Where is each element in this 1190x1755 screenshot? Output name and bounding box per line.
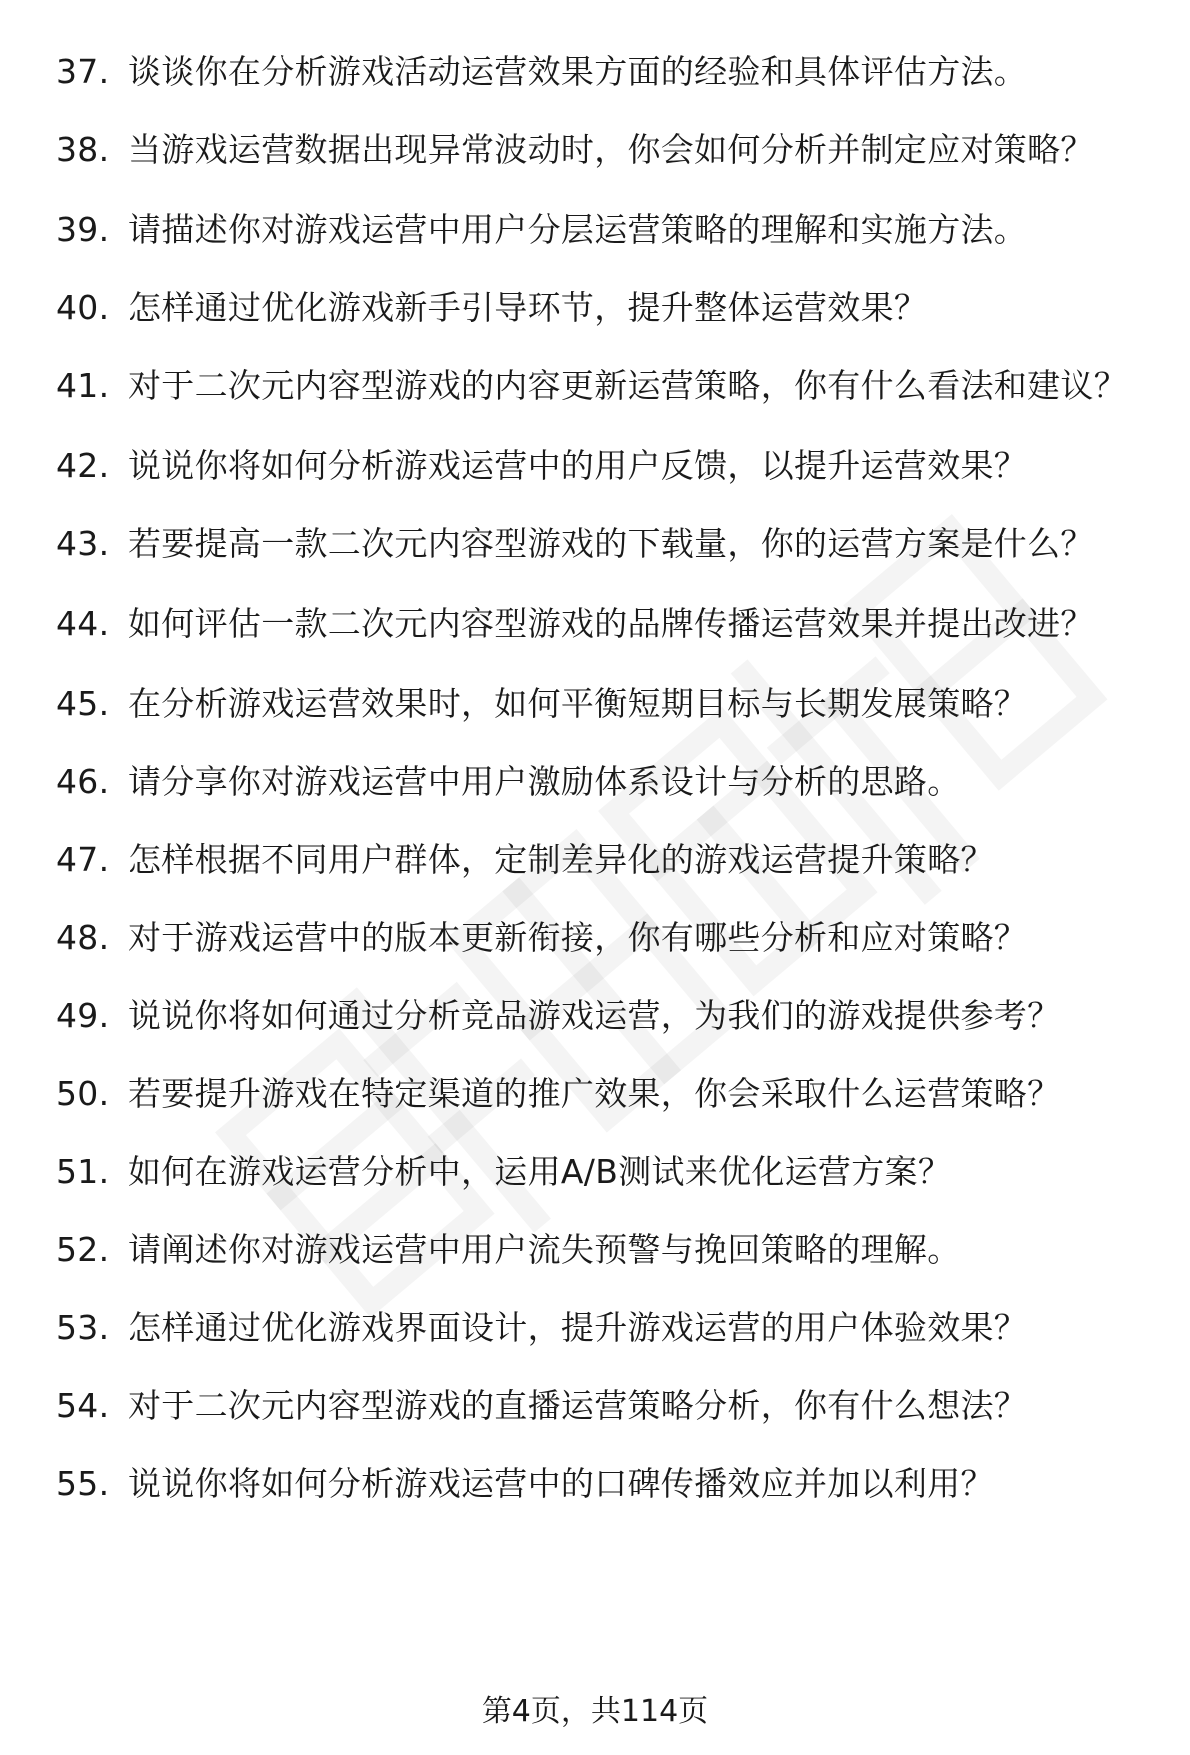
list-item [56,446,1146,486]
question-list [56,52,1146,1542]
question-text: 请分享你对游戏运营中用户激励体系设计与分析的思路。 [128,762,961,801]
question-text: 对于二次元内容型游戏的内容更新运营策略，你有什么看法和建议？ [128,366,1127,405]
list-item [56,366,1146,406]
question-text: 说说你将如何分析游戏运营中的用户反馈，以提升运营效果？ [128,446,1028,485]
list-item [56,524,1146,564]
question-text: 谈谈你在分析游戏活动运营效果方面的经验和具体评估方法。 [128,52,1028,91]
question-number: 37. [56,52,110,91]
question-number: 48. [56,918,110,957]
question-number: 39. [56,210,110,249]
question-text: 对于二次元内容型游戏的直播运营策略分析，你有什么想法？ [128,1386,1028,1425]
question-number: 50. [56,1074,110,1113]
list-item [56,762,1146,802]
question-number: 53. [56,1308,110,1347]
question-text: 若要提高一款二次元内容型游戏的下载量，你的运营方案是什么？ [128,524,1094,563]
list-item [56,130,1146,170]
list-item [56,604,1146,644]
list-item [56,918,1146,958]
list-item [56,684,1146,724]
list-item [56,1074,1146,1114]
question-number: 46. [56,762,110,801]
question-text: 对于游戏运营中的版本更新衔接，你有哪些分析和应对策略？ [128,918,1028,957]
question-text: 怎样通过优化游戏新手引导环节，提升整体运营效果？ [128,288,928,327]
question-number: 55. [56,1464,110,1503]
question-text: 若要提升游戏在特定渠道的推广效果，你会采取什么运营策略？ [128,1074,1061,1113]
question-text: 在分析游戏运营效果时，如何平衡短期目标与长期发展策略？ [128,684,1028,723]
question-number: 49. [56,996,110,1035]
question-number: 43. [56,524,110,563]
question-number: 38. [56,130,110,169]
question-text: 怎样根据不同用户群体，定制差异化的游戏运营提升策略？ [128,840,994,879]
question-number: 45. [56,684,110,723]
question-text: 说说你将如何通过分析竞品游戏运营，为我们的游戏提供参考？ [128,996,1061,1035]
question-text: 如何在游戏运营分析中，运用A/B测试来优化运营方案？ [128,1152,952,1191]
question-number: 52. [56,1230,110,1269]
list-item [56,1230,1146,1270]
list-item [56,52,1146,92]
question-number: 40. [56,288,110,327]
list-item [56,1152,1146,1192]
list-item [56,1308,1146,1348]
list-item [56,1386,1146,1426]
question-text: 请阐述你对游戏运营中用户流失预警与挽回策略的理解。 [128,1230,961,1269]
list-item [56,1464,1146,1504]
question-number: 44. [56,604,110,643]
question-number: 54. [56,1386,110,1425]
list-item [56,288,1146,328]
page-number-footer: 第4页，共114页 [481,1694,709,1729]
question-text: 请描述你对游戏运营中用户分层运营策略的理解和实施方法。 [128,210,1028,249]
question-number: 51. [56,1152,110,1191]
list-item [56,996,1146,1036]
question-number: 42. [56,446,110,485]
question-number: 41. [56,366,110,405]
question-number: 47. [56,840,110,879]
list-item [56,210,1146,250]
question-text: 如何评估一款二次元内容型游戏的品牌传播运营效果并提出改进？ [128,604,1094,643]
question-text: 怎样通过优化游戏界面设计，提升游戏运营的用户体验效果？ [128,1308,1028,1347]
question-text: 说说你将如何分析游戏运营中的口碑传播效应并加以利用？ [128,1464,994,1503]
list-item [56,840,1146,880]
question-text: 当游戏运营数据出现异常波动时，你会如何分析并制定应对策略？ [128,130,1094,169]
